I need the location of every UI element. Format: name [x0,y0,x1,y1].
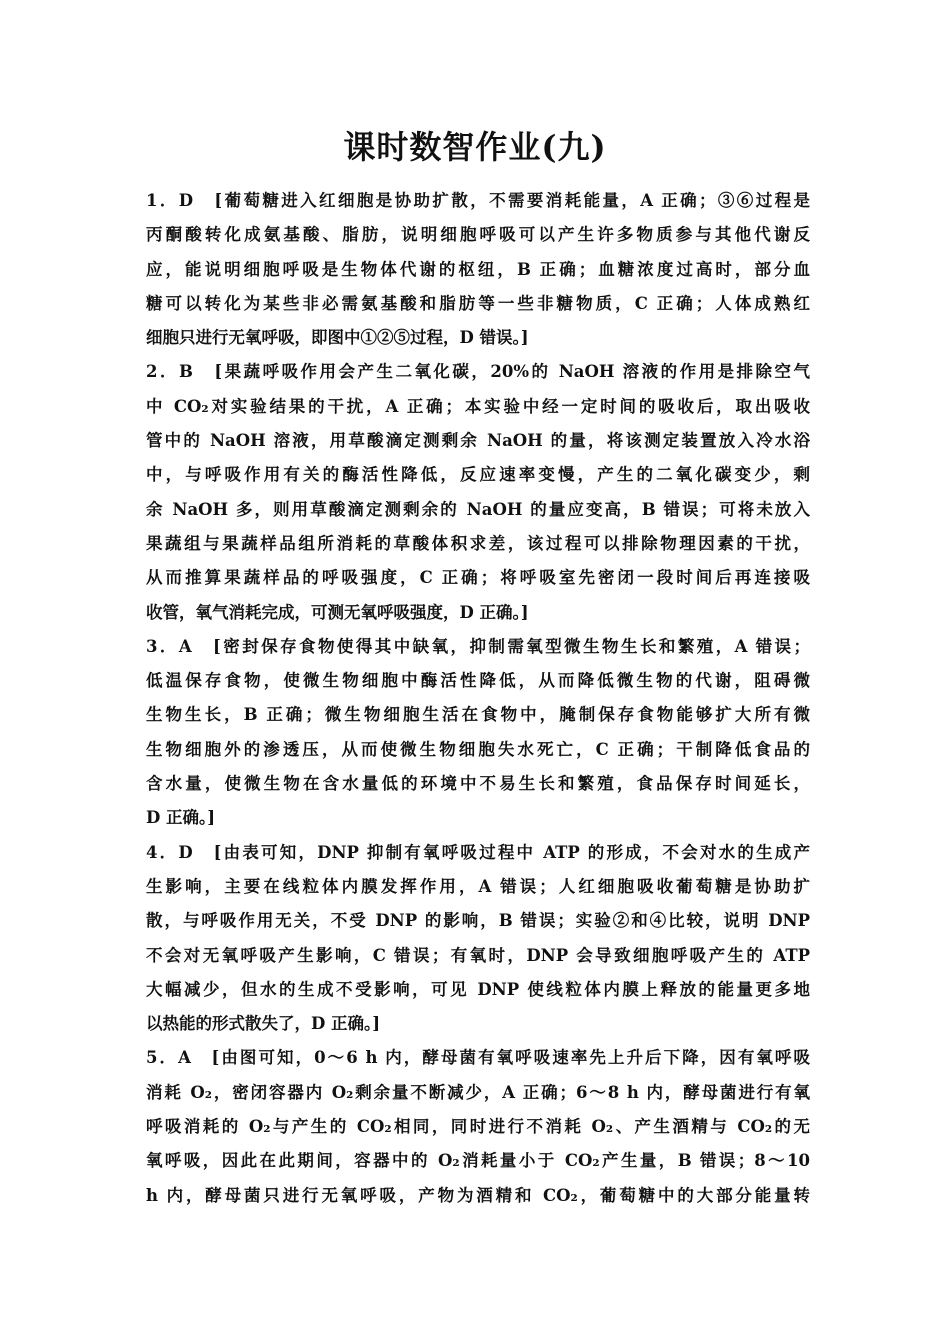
answer-body [146,184,810,1213]
text-line: 1．D [葡萄糖进入红细胞是协助扩散，不需要消耗能量，A 正确；③⑥过程是 [146,191,810,210]
text-line: 3．A [密封保存食物使得其中缺氧，抑制需氧型微生物生长和繁殖，A 错误； [146,636,810,656]
text-line: 果蔬组与果蔬样品组所消耗的草酸体积求差，该过程可以排除物理因素的干扰， [146,533,810,553]
text-line: 大幅减少，但水的生成不受影响，可见 DNP 使线粒体内膜上释放的能量更多地 [146,979,810,999]
text-line: 生物生长，B 正确；微生物细胞生活在食物中，腌制保存食物能够扩大所有微 [146,705,810,725]
text-line: 4．D [由表可知，DNP 抑制有氧呼吸过程中 ATP 的形成，不会对水的生成产 [146,842,810,862]
text-line: D 正确。] [146,808,216,828]
text-line: 低温保存食物，使微生物细胞中酶活性降低，从而降低微生物的代谢，阻碍微 [146,671,810,691]
text-line: 以热能的形式散失了，D 正确。] [146,1014,381,1034]
text-line: h 内，酵母菌只进行无氧呼吸，产物为酒精和 CO₂，葡萄糖中的大部分能量转 [146,1185,810,1205]
text-line: 2．B [果蔬呼吸作用会产生二氧化碳，20%的 NaOH 溶液的作用是排除空气 [146,362,810,382]
text-line: 氧呼吸，因此在此期间，容器中的 O₂消耗量小于 CO₂产生量，B 错误；8～10 [146,1151,810,1171]
text-line: 散，与呼吸作用无关，不受 DNP 的影响，B 错误；实验②和④比较，说明 DNP [146,911,810,931]
text-line: 管中的 NaOH 溶液，用草酸滴定测剩余 NaOH 的量，将该测定装置放入冷水浴 [146,431,810,451]
text-line: 糖可以转化为某些非必需氨基酸和脂肪等一些非糖物质，C 正确；人体成熟红 [146,293,810,313]
text-line: 生影响，主要在线粒体内膜发挥作用，A 错误；人红细胞吸收葡萄糖是协助扩 [146,876,810,896]
text-line: 不会对无氧呼吸产生影响，C 错误；有氧时，DNP 会导致细胞呼吸产生的 ATP [146,945,810,965]
text-line: 生物细胞外的渗透压，从而使微生物细胞失水死亡，C 正确；干制降低食品的 [146,739,810,759]
text-line: 丙酮酸转化成氨基酸、脂肪，说明细胞呼吸可以产生许多物质参与其他代谢反 [146,225,810,245]
text-line: 含水量，使微生物在含水量低的环境中不易生长和繁殖，食品保存时间延长， [146,774,810,794]
text-line: 中，与呼吸作用有关的酶活性降低，反应速率变慢，产生的二氧化碳变少，剩 [146,465,810,485]
text-line: 余 NaOH 多，则用草酸滴定测剩余的 NaOH 的量应变高，B 错误；可将未放入 [146,499,810,519]
text-line: 细胞只进行无氧呼吸，即图中①②⑤过程，D 错误。] [146,328,529,348]
text-line: 从而推算果蔬样品的呼吸强度，C 正确；将呼吸室先密闭一段时间后再连接吸 [146,568,810,588]
text-line: 5．A [由图可知，0～6 h 内，酵母菌有氧呼吸速率先上升后下降，因有氧呼吸 [146,1048,810,1068]
text-line: 消耗 O₂，密闭容器内 O₂剩余量不断减少，A 正确；6～8 h 内，酵母菌进行有氧 [146,1082,810,1102]
page-title: 课时数智作业(九) [343,128,607,166]
text-line: 中 CO₂对实验结果的干扰，A 正确；本实验中经一定时间的吸收后，取出吸收 [146,396,810,416]
text-line: 收管，氧气消耗完成，可测无氧呼吸强度，D 正确。] [146,602,529,622]
text-line: 应，能说明细胞呼吸是生物体代谢的枢纽，B 正确；血糖浓度过高时，部分血 [146,259,810,279]
text-line: 呼吸消耗的 O₂与产生的 CO₂相同，同时进行不消耗 O₂、产生酒精与 CO₂的无 [146,1117,810,1137]
